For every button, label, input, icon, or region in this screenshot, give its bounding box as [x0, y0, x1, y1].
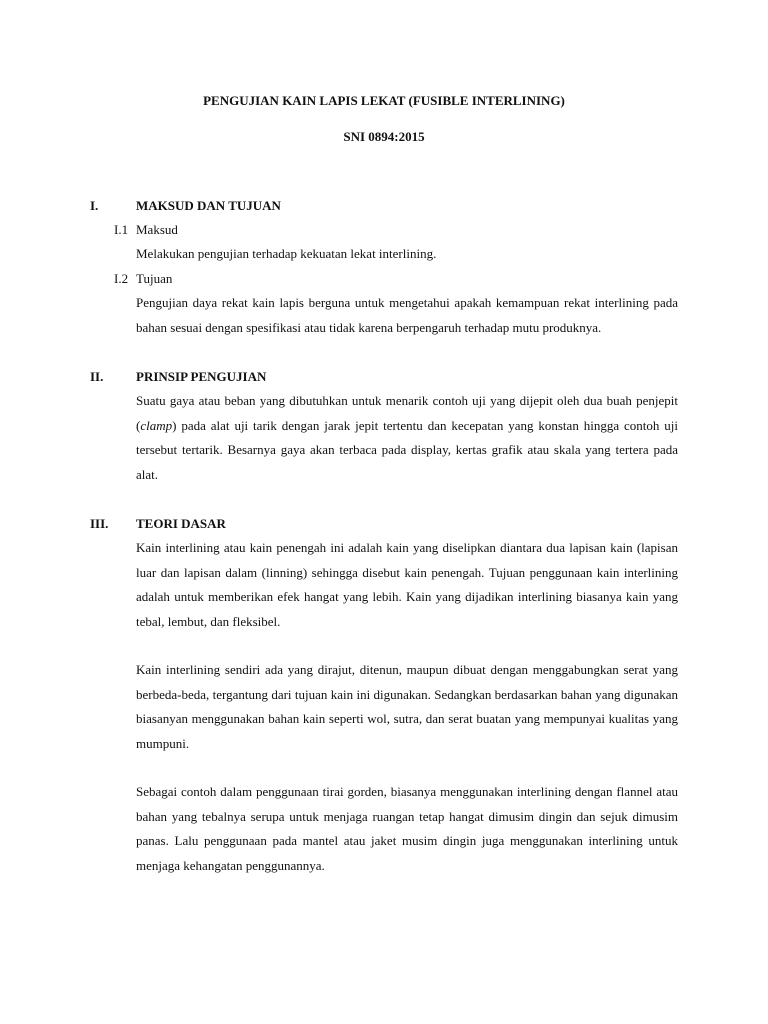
section-2-text-italic: clamp	[140, 417, 173, 433]
section-2-text	[136, 389, 678, 487]
subsection-1-1-heading: Maksud	[136, 222, 178, 237]
section-3-paragraph-2: Kain interlining sendiri ada yang dirajut, ditenun, maupun dibuat dengan menggabungkan serat yang berbeda-beda, tergantung dari tujuan kain ini digunakan. Sedangkan berdasarkan bahan yang digunakan biasanyan menggunakan bahan kain seperti wol, sutra, dan serat buatan yang mempunyai kualitas yang mumpuni.	[136, 662, 678, 751]
section-2-number: II.	[90, 369, 104, 384]
document-subtitle: SNI 0894:2015	[343, 129, 425, 144]
section-2-text-after: ) pada alat uji tarik dengan jarak jepit tertentu dan kecepatan yang konstan hingga contoh uji tersebut tertarik. Besarnya gaya akan terbaca pada display, kertas grafik atau skala yang tertera pada alat.	[136, 417, 678, 482]
section-2-text-before: Suatu gaya atau beban yang dibutuhkan untuk menarik contoh uji yang dijepit oleh dua buah penjepit (	[136, 393, 678, 433]
section-3-number: III.	[90, 516, 109, 531]
subsection-1-1-number: I.1	[114, 222, 129, 237]
section-1-number: I.	[90, 198, 99, 213]
subsection-1-2-heading: Tujuan	[136, 271, 173, 286]
document-title: PENGUJIAN KAIN LAPIS LEKAT (FUSIBLE INTERLINING)	[203, 93, 565, 108]
section-3-heading: TEORI DASAR	[136, 516, 226, 531]
subsection-1-2-number: I.2	[114, 271, 129, 286]
section-3-paragraph-3: Sebagai contoh dalam penggunaan tirai gorden, biasanya menggunakan interlining dengan flannel atau bahan yang tebalnya serupa untuk menjaga ruangan tetap hangat dimusim dingin dan sejuk dimusim panas. Lalu penggunaan pada mantel atau jaket musim dingin juga menggunakan interlining untuk menjaga kehangatan penggunannya.	[136, 784, 678, 873]
subsection-1-1-text: Melakukan pengujian terhadap kekuatan lekat interlining.	[136, 246, 437, 261]
subsection-1-2-text: Pengujian daya rekat kain lapis berguna untuk mengetahui apakah kemampuan rekat interlining pada bahan sesuai dengan spesifikasi atau tidak karena berpengaruh terhadap mutu produknya.	[136, 295, 678, 335]
section-1-heading: MAKSUD DAN TUJUAN	[136, 198, 281, 213]
section-2-heading: PRINSIP PENGUJIAN	[136, 369, 267, 384]
section-3-paragraph-1: Kain interlining atau kain penengah ini adalah kain yang diselipkan diantara dua lapisan kain (lapisan luar dan lapisan dalam (linning) sehingga disebut kain penengah. Tujuan penggunaan kain interlining adalah untuk memberikan efek hangat yang lebih. Kain yang dijadikan interlining biasanya kain yang tebal, lembut, dan fleksibel.	[136, 540, 678, 629]
